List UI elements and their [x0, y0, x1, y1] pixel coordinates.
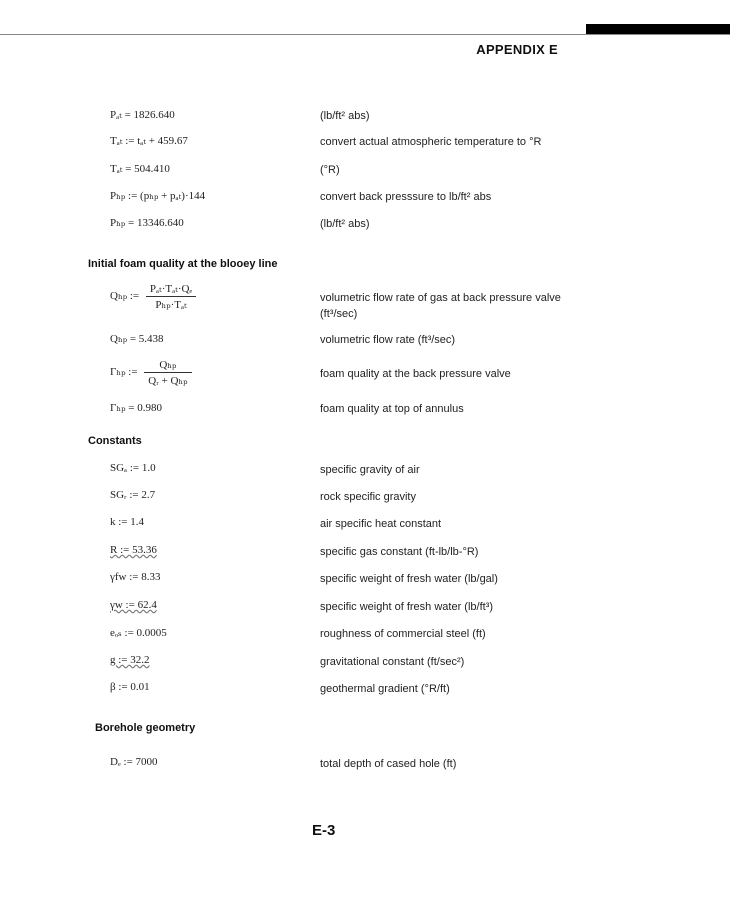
formula-description-line1: volumetric flow rate of gas at back pressure valve: [320, 292, 561, 304]
header-bar: [586, 24, 730, 34]
fraction: [146, 282, 196, 311]
fraction-numerator: Qₕₚ: [144, 358, 191, 373]
constant-equation: β := 0.01: [110, 681, 150, 693]
formula-gamma: [110, 358, 192, 387]
equation: Pₕₚ := (pₕₚ + pₐₜ)·144: [110, 190, 206, 202]
constant-description: specific weight of fresh water (lb/ft³): [320, 601, 494, 613]
formula-lhs: Γₕₚ :=: [110, 366, 138, 379]
formula-description: foam quality at the back pressure valve: [320, 368, 511, 380]
equation: Qₕₚ = 5.438: [110, 333, 164, 345]
equation: Γₕₚ = 0.980: [110, 402, 162, 414]
fraction-numerator: Pₐₜ·Tₐₜ·Qₑ: [146, 282, 196, 297]
constant-equation: k := 1.4: [110, 516, 145, 528]
equation: Pₕₚ = 13346.640: [110, 217, 184, 229]
constant-description: geothermal gradient (°R/ft): [320, 683, 450, 695]
constant-equation: γfw := 8.33: [110, 571, 161, 583]
constant-equation: γw := 62.4: [110, 599, 157, 611]
fraction-denominator: Qᵣ + Qₕₚ: [148, 375, 188, 387]
constant-equation: R := 53.36: [110, 544, 157, 556]
section-heading-borehole: Borehole geometry: [95, 722, 196, 734]
constant-description: specific weight of fresh water (lb/gal): [320, 573, 498, 585]
equation-description: (°R): [320, 164, 340, 176]
equation: Tₐₜ := tₐₜ + 459.67: [110, 135, 188, 147]
formula-description: [320, 290, 561, 322]
equation: Pₐₜ = 1826.640: [110, 109, 175, 121]
equation-description: foam quality at top of annulus: [320, 403, 464, 415]
equation-description: convert back presssure to lb/ft² abs: [320, 191, 492, 203]
page-number: E-3: [312, 822, 336, 839]
formula-description-line2: (ft³/sec): [320, 308, 358, 320]
formula-lhs: Qₕₚ :=: [110, 290, 140, 303]
equation-description: volumetric flow rate (ft³/sec): [320, 334, 456, 346]
constant-description: rock specific gravity: [320, 491, 416, 503]
equation-description: (lb/ft² abs): [320, 110, 370, 122]
constant-description: gravitational constant (ft/sec²): [320, 656, 465, 668]
header-rule: [0, 34, 730, 35]
section-heading-constants: Constants: [88, 435, 142, 447]
constant-equation: Dₑ := 7000: [110, 756, 158, 768]
fraction: [144, 358, 191, 387]
constant-equation: SGᵣ := 2.7: [110, 489, 156, 501]
constant-equation: g := 32.2: [110, 654, 150, 666]
equation-description: (lb/ft² abs): [320, 218, 370, 230]
fraction-denominator: Pₕₚ·Tₐₜ: [155, 299, 187, 311]
constant-description: air specific heat constant: [320, 518, 442, 530]
equation-description: convert actual atmospheric temperature to °R: [320, 136, 542, 148]
constant-description: roughness of commercial steel (ft): [320, 628, 486, 640]
equation: Tₐₜ = 504.410: [110, 163, 170, 175]
constant-description: total depth of cased hole (ft): [320, 758, 457, 770]
constant-description: specific gravity of air: [320, 464, 420, 476]
formula-qbp: [110, 282, 196, 311]
constant-equation: SGₐ := 1.0: [110, 462, 156, 474]
constant-description: specific gas constant (ft-lb/lb-°R): [320, 546, 479, 558]
section-heading-foam: Initial foam quality at the blooey line: [88, 258, 278, 270]
appendix-title: APPENDIX E: [476, 42, 558, 57]
constant-equation: eₒₛ := 0.0005: [110, 627, 167, 639]
